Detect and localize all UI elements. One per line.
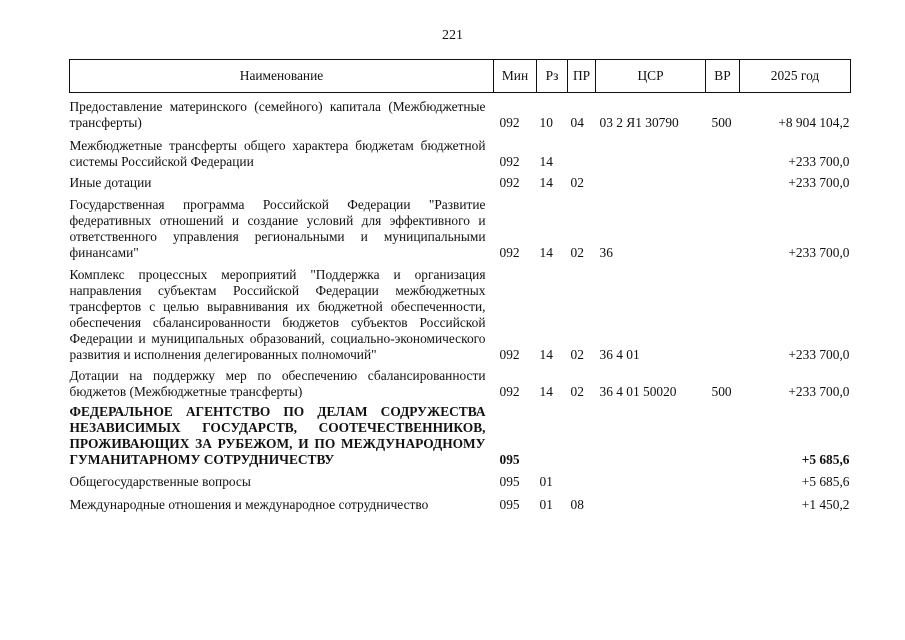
cell-min: 095 [499,474,520,489]
cell-min: 092 [499,115,520,130]
cell-csr: 36 [599,245,613,260]
cell-rz: 14 [539,245,553,260]
cell-name: Государственная программа Российской Федерации "Развитие федеративных отношений и создание условий для эффективного и ответственного управления региональными и муниципальными финансами" [69,197,486,260]
cell-vr [706,490,740,513]
cell-min: 095 [499,452,520,467]
cell-rz: 14 [539,154,553,169]
table-row [70,400,851,468]
table-row [70,93,851,132]
cell-pr: 02 [570,384,584,399]
page-number: 221 [442,28,463,43]
cell-vr: 500 [711,384,732,399]
table-row [70,191,851,261]
cell-amount: +233 700,0 [788,175,850,190]
table-row [70,490,851,513]
cell-amount: +233 700,0 [788,384,850,399]
cell-pr: 04 [570,115,584,130]
cell-rz: 10 [539,115,553,130]
cell-csr: 36 4 01 50020 [599,384,677,399]
cell-amount: +233 700,0 [788,347,850,362]
table-row [70,261,851,363]
cell-vr [706,400,740,468]
header-name: Наименование [70,60,494,93]
cell-csr [596,131,706,170]
header-vr: ВР [706,60,740,93]
cell-vr [706,170,740,191]
cell-pr: 02 [570,175,584,190]
cell-min: 092 [499,245,520,260]
cell-rz: 01 [539,474,553,489]
cell-name: Предоставление материнского (семейного) капитала (Межбюджетные трансферты) [69,99,486,130]
header-pr: ПР [568,60,596,93]
budget-table [69,59,851,513]
header-csr: ЦСР [596,60,706,93]
cell-csr: 36 4 01 [599,347,640,362]
cell-vr [706,131,740,170]
header-rz: Рз [537,60,568,93]
cell-name: Международные отношения и международное сотрудничество [69,497,429,512]
cell-vr [706,191,740,261]
cell-csr [596,468,706,490]
header-year: 2025 год [740,60,851,93]
cell-min: 092 [499,175,520,190]
cell-name: Общегосударственные вопросы [69,474,251,489]
cell-amount: +5 685,6 [801,474,850,489]
table-header [70,60,851,93]
cell-amount: +8 904 104,2 [778,115,850,130]
cell-min: 092 [499,154,520,169]
cell-csr [596,170,706,191]
cell-amount: +5 685,6 [801,452,850,467]
cell-pr: 02 [570,245,584,260]
cell-min: 092 [499,384,520,399]
cell-rz [537,400,568,468]
cell-min: 092 [499,347,520,362]
cell-rz: 14 [539,175,553,190]
cell-vr: 500 [711,115,732,130]
cell-name: ФЕДЕРАЛЬНОЕ АГЕНТСТВО ПО ДЕЛАМ СОДРУЖЕСТВА НЕЗАВИСИМЫХ ГОСУДАРСТВ, СООТЕЧЕСТВЕННИКОВ, ПРОЖИВАЮЩИХ ЗА РУБЕЖОМ, И ПО МЕЖДУНАРОДНОМУ ГУМАНИТАРНОМУ СОТРУДНИЧЕСТВУ [69,404,486,467]
cell-vr [706,261,740,363]
cell-pr [568,131,596,170]
header-min: Мин [494,60,537,93]
cell-pr: 02 [570,347,584,362]
cell-csr: 03 2 Я1 30790 [599,115,679,130]
cell-csr [596,490,706,513]
cell-pr [568,468,596,490]
cell-pr: 08 [570,497,584,512]
table-row [70,363,851,400]
cell-name: Дотации на поддержку мер по обеспечению сбалансированности бюджетов (Межбюджетные трансферты) [69,368,486,399]
cell-rz: 14 [539,384,553,399]
cell-rz: 14 [539,347,553,362]
cell-pr [568,400,596,468]
cell-rz: 01 [539,497,553,512]
cell-name: Иные дотации [69,175,152,190]
cell-amount: +233 700,0 [788,154,850,169]
table-row [70,131,851,170]
cell-min: 095 [499,497,520,512]
cell-name: Межбюджетные трансферты общего характера бюджетам бюджетной системы Российской Федерации [69,138,486,169]
table-row [70,468,851,490]
cell-amount: +233 700,0 [788,245,850,260]
cell-vr [706,468,740,490]
cell-name: Комплекс процессных мероприятий "Поддержка и организация направления субъектам Российской Федерации межбюджетных трансфертов с целью выравнивания их бюджетной обеспеченности, обеспечения сбалансированности бюджетов субъектов Российской Федерации и муниципальных образований, социально-экономического развития и исполнения делегированных полномочий" [69,267,486,362]
cell-amount: +1 450,2 [801,497,850,512]
cell-csr [596,400,706,468]
table-row [70,170,851,191]
